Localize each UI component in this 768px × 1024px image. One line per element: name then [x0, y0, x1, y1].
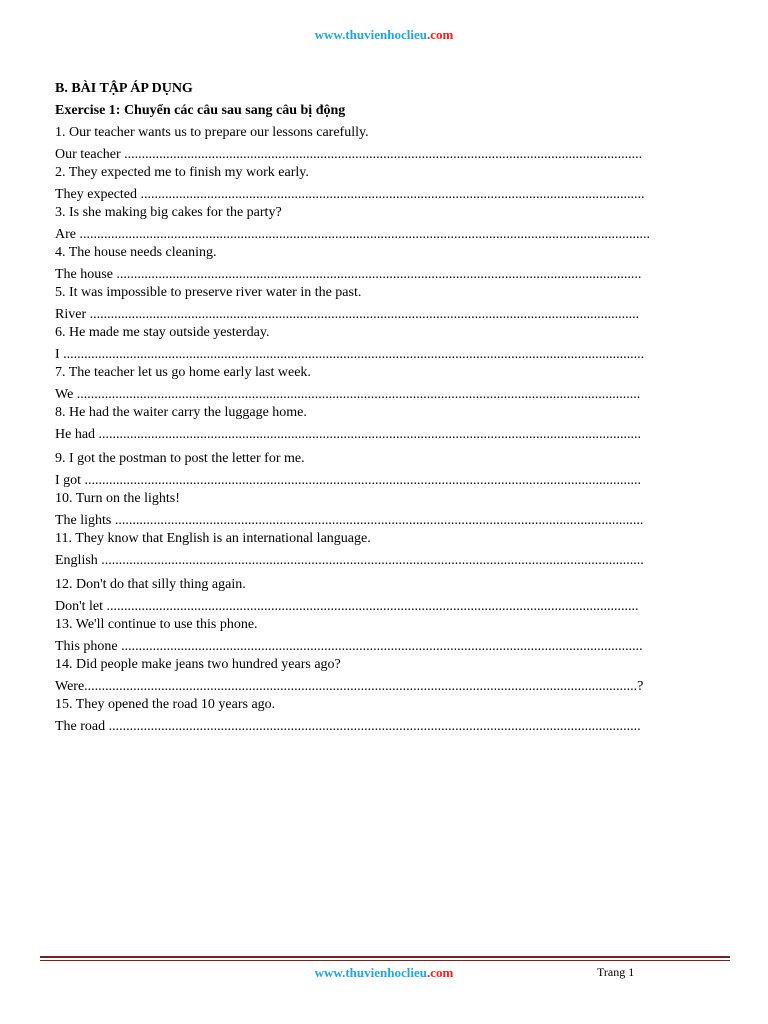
footer-site-name[interactable]: www.thuvienhoclieu [314, 965, 427, 980]
question: 4. The house needs cleaning. [55, 245, 217, 260]
question: 5. It was impossible to preserve river water in the past. [55, 285, 362, 300]
exercise-item [55, 124, 715, 164]
section-title: B. BÀI TẬP ÁP DỤNG [55, 81, 193, 96]
question: 2. They expected me to finish my work early. [55, 165, 309, 180]
exercise-item [55, 284, 715, 324]
question: 12. Don't do that silly thing again. [55, 577, 246, 592]
answer-line: They expected ................................................................................................................................................ [55, 187, 645, 202]
footer-rule-thin [40, 960, 730, 961]
footer-divider [40, 956, 730, 961]
exercise-title: Exercise 1: Chuyển các câu sau sang câu bị động [55, 103, 346, 118]
answer-line: River ............................................................................................................................................................. [55, 307, 640, 322]
header-site-link[interactable] [0, 26, 768, 44]
answer-line: Are ................................................................................................................................................................... [55, 227, 650, 242]
question: 11. They know that English is an international language. [55, 531, 371, 546]
exercise-item [55, 576, 715, 616]
exercise-item [55, 164, 715, 204]
answer-line: I ...................................................................................................................................................................... [55, 347, 645, 362]
footer-rule-thick [40, 956, 730, 958]
question: 15. They opened the road 10 years ago. [55, 697, 276, 712]
header-site-tld[interactable]: .com [426, 27, 454, 42]
exercise-item [55, 364, 715, 404]
exercise-item [55, 616, 715, 656]
question: 10. Turn on the lights! [55, 491, 180, 506]
question: 6. He made me stay outside yesterday. [55, 325, 270, 340]
exercise-item [55, 696, 715, 736]
document-body [55, 80, 715, 736]
exercise-item [55, 490, 715, 530]
answer-line: We ................................................................................................................................................................. [55, 387, 641, 402]
question: 8. He had the waiter carry the luggage home. [55, 405, 307, 420]
answer-line: He had ........................................................................................................................................................... [55, 427, 642, 442]
exercise-item [55, 404, 715, 444]
page-number: Trang 1 [597, 965, 635, 979]
answer-line: The lights ....................................................................................................................................................... [55, 513, 644, 528]
question: 9. I got the postman to post the letter for me. [55, 451, 305, 466]
answer-line: English ........................................................................................................................................................... [55, 553, 644, 568]
answer-line: I got ............................................................................................................................................................... [55, 473, 642, 488]
question: 14. Did people make jeans two hundred years ago? [55, 657, 341, 672]
answer-line: Our teacher .................................................................................................................................................... [55, 147, 643, 162]
footer-site-tld[interactable]: .com [426, 965, 454, 980]
exercise-item [55, 450, 715, 490]
exercise-item [55, 244, 715, 284]
exercise-item [55, 530, 715, 570]
exercise-item [55, 656, 715, 696]
question: 3. Is she making big cakes for the party? [55, 205, 282, 220]
question: 13. We'll continue to use this phone. [55, 617, 258, 632]
footer-site-link[interactable] [0, 964, 768, 982]
answer-line: The house ...................................................................................................................................................... [55, 267, 642, 282]
answer-line: Don't let ........................................................................................................................................................ [55, 599, 639, 614]
answer-line: This phone ..................................................................................................................................................... [55, 639, 643, 654]
exercise-item [55, 324, 715, 364]
answer-line: Were..............................................................................................................................................................? [55, 679, 644, 694]
answer-line: The road ........................................................................................................................................................ [55, 719, 641, 734]
exercise-item [55, 204, 715, 244]
question: 1. Our teacher wants us to prepare our lessons carefully. [55, 125, 369, 140]
header-site-name[interactable]: www.thuvienhoclieu [314, 27, 427, 42]
question: 7. The teacher let us go home early last week. [55, 365, 311, 380]
